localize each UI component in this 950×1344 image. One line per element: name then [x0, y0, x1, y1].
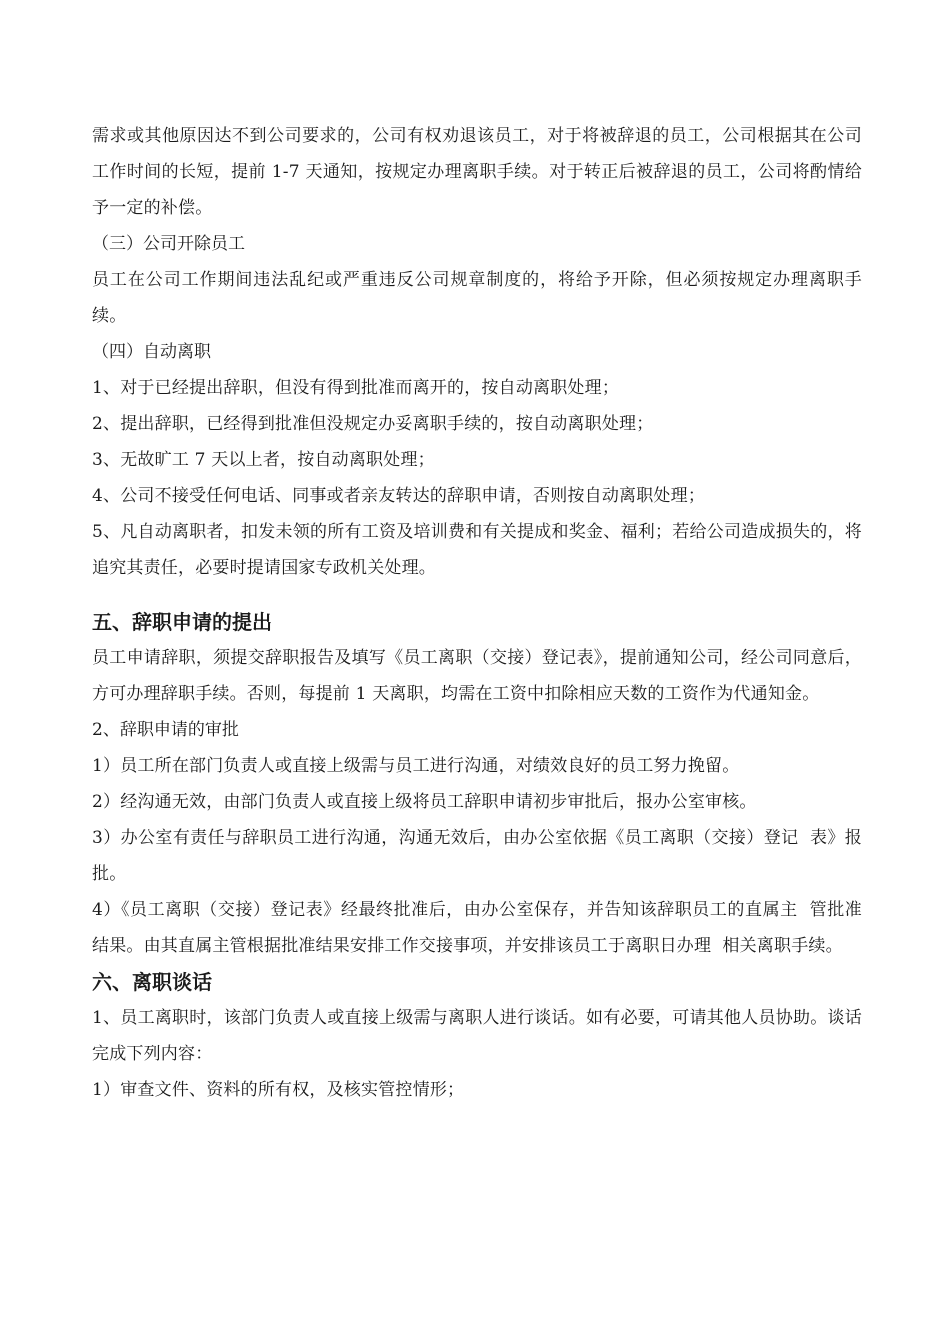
section-5-intro: 员工申请辞职，须提交辞职报告及填写《员工离职（交接）登记表》，提前通知公司，经公司同意后，方可办理辞职手续。否则，每提前 1 天离职，均需在工资中扣除相应天数的工资作为代通知金。 [92, 648, 862, 704]
auto-resign-subheading: （四）自动离职 [92, 342, 211, 362]
exit-interview-item: 1）审查文件、资料的所有权，及核实管控情形； [92, 1080, 465, 1100]
auto-resign-item: 2、提出辞职，已经得到批准但没规定办妥离职手续的，按自动离职处理； [92, 414, 654, 434]
expel-subheading: （三）公司开除员工 [92, 234, 245, 254]
approval-subheading: 2、辞职申请的审批 [92, 720, 239, 740]
approval-step: 3）办公室有责任与辞职员工进行沟通，沟通无效后，由办公室依据《员工离职（交接）登记 表》报批。 [92, 828, 862, 884]
expel-paragraph: 员工在公司工作期间违法乱纪或严重违反公司规章制度的，将给予开除，但必须按规定办理离职手续。 [92, 270, 862, 326]
section-6-intro: 1、员工离职时，该部门负责人或直接上级需与离职人进行谈话。如有必要，可请其他人员协助。谈话完成下列内容： [92, 1008, 862, 1064]
document-body [92, 118, 862, 1108]
dismissal-paragraph: 需求或其他原因达不到公司要求的，公司有权劝退该员工，对于将被辞退的员工，公司根据其在公司工作时间的长短，提前 1-7 天通知，按规定办理离职手续。对于转正后被辞退的员工，公司将酌情给予一定的补偿。 [92, 126, 862, 218]
approval-step: 4）《员工离职（交接）登记表》经最终批准后，由办公室保存，并告知该辞职员工的直属主 管批准结果。由其直属主管根据批准结果安排工作交接事项，并安排该员工于离职日办理 相关离职手续。 [92, 900, 862, 956]
approval-step: 1）员工所在部门负责人或直接上级需与员工进行沟通，对绩效良好的员工努力挽留。 [92, 756, 740, 776]
auto-resign-item: 5、凡自动离职者，扣发未领的所有工资及培训费和有关提成和奖金、福利；若给公司造成损失的，将追究其责任，必要时提请国家专政机关处理。 [92, 522, 862, 578]
section-5-heading: 五、辞职申请的提出 [92, 610, 272, 634]
approval-step: 2）经沟通无效，由部门负责人或直接上级将员工辞职申请初步审批后，报办公室审核。 [92, 792, 757, 812]
auto-resign-item: 1、对于已经提出辞职，但没有得到批准而离开的，按自动离职处理； [92, 378, 620, 398]
section-spacer [92, 586, 862, 604]
auto-resign-item: 3、无故旷工 7 天以上者，按自动离职处理； [92, 450, 435, 470]
auto-resign-item: 4、公司不接受任何电话、同事或者亲友转达的辞职申请，否则按自动离职处理； [92, 486, 706, 506]
section-6-heading: 六、离职谈话 [92, 970, 212, 994]
